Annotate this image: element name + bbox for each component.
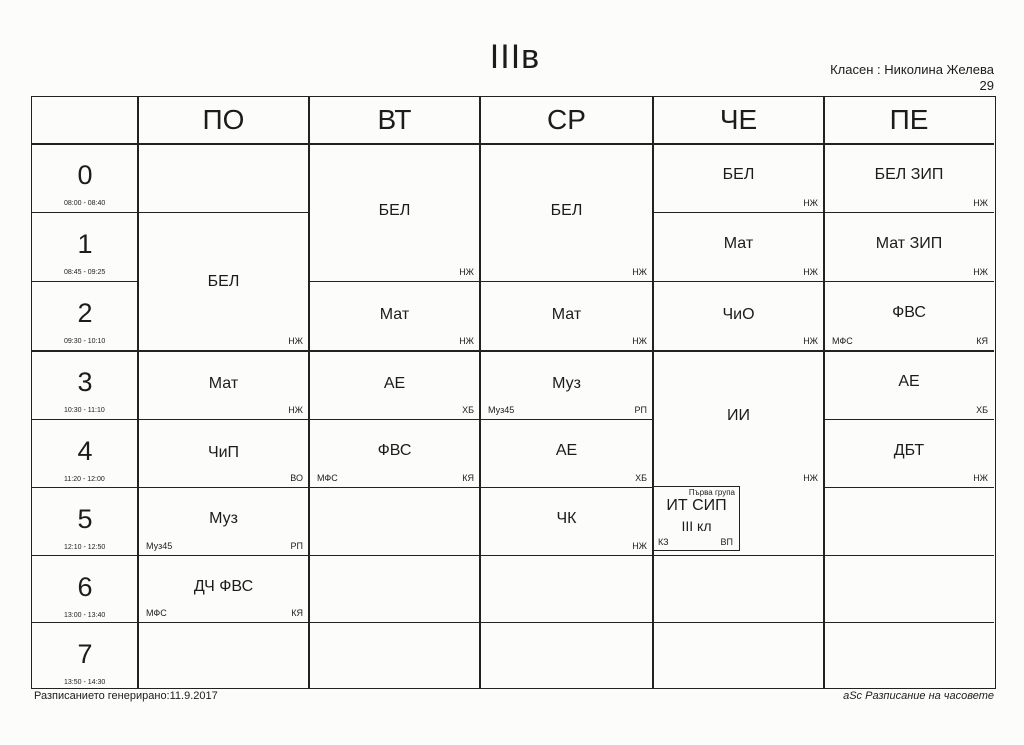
lesson-subject: ЧК: [556, 510, 577, 527]
period-number: 0: [77, 160, 93, 190]
lesson-cell: [480, 282, 653, 350]
lesson-subject: Мат: [208, 375, 239, 392]
day-header-fri: ПЕ: [889, 104, 929, 135]
period-time: 08:00 - 08:40: [64, 200, 106, 207]
period-cell: [32, 144, 138, 212]
grid-line: [824, 487, 994, 488]
grid-line: [309, 487, 480, 488]
lesson-subject: АЕ: [898, 373, 920, 390]
lesson-subject: ИИ: [727, 407, 750, 424]
lesson-subject: БЕЛ: [378, 202, 411, 219]
lesson-teacher: НЖ: [973, 267, 988, 277]
lesson-teacher: НЖ: [632, 541, 647, 551]
lesson-room: КЗ: [658, 537, 669, 547]
lesson-teacher: НЖ: [459, 336, 474, 346]
lesson-subject: Муз: [209, 510, 238, 527]
lesson-room: МФС: [146, 608, 167, 618]
period-cell: [32, 420, 138, 487]
period-time: 08:45 - 09:25: [64, 269, 106, 276]
period-number: 1: [77, 229, 93, 259]
lesson-teacher: ХБ: [635, 473, 647, 483]
period-number: 4: [77, 436, 93, 466]
lesson-cell: [138, 488, 309, 555]
lesson-subject: АЕ: [383, 375, 406, 392]
lesson-cell: [138, 351, 309, 419]
lesson-teacher: КЯ: [976, 336, 988, 346]
day-header-wed: СР: [547, 104, 586, 135]
lesson-teacher: НЖ: [632, 267, 647, 277]
lesson-teacher: НЖ: [803, 473, 818, 483]
lesson-cell: [309, 351, 480, 419]
lesson-cell: [653, 351, 824, 487]
lesson-group: Първа група: [688, 488, 735, 497]
lesson-class: III кл: [681, 518, 712, 534]
lesson-teacher: НЖ: [288, 405, 303, 415]
lesson-subject: БЕЛ: [722, 166, 755, 183]
lesson-cell: [138, 420, 309, 487]
class-title: IIIв: [489, 38, 541, 76]
day-header-mon: ПО: [202, 104, 245, 135]
lesson-subject: ДЧ ФВС: [193, 578, 254, 595]
lesson-room: Муз45: [488, 405, 515, 415]
lesson-teacher: КЯ: [462, 473, 474, 483]
lesson-cell: [653, 144, 824, 212]
period-time: 13:50 - 14:30: [64, 679, 106, 686]
lesson-teacher: НЖ: [803, 336, 818, 346]
lesson-teacher: НЖ: [803, 198, 818, 208]
period-number: 3: [77, 367, 93, 397]
lesson-subject: ФВС: [892, 304, 926, 321]
lesson-cell: [480, 144, 653, 281]
lesson-teacher: ХБ: [462, 405, 474, 415]
lesson-cell: [480, 488, 653, 555]
lesson-cell: [824, 144, 994, 212]
lesson-cell: [138, 213, 309, 350]
lesson-cell: [824, 213, 994, 281]
lesson-teacher: ВО: [290, 473, 303, 483]
lesson-subject: ФВС: [377, 442, 412, 459]
lesson-subject: БЕЛ ЗИП: [874, 166, 944, 183]
period-time: 12:10 - 12:50: [64, 544, 106, 551]
lesson-teacher: НЖ: [973, 198, 988, 208]
lesson-subject: ИТ СИП: [666, 497, 727, 514]
lesson-subject: Муз: [552, 375, 581, 392]
lesson-subject: ЧиО: [722, 306, 755, 323]
lesson-cell: [824, 351, 994, 419]
lesson-subject: АЕ: [555, 442, 578, 459]
period-time: 11:20 - 12:00: [64, 476, 105, 483]
day-header-tue: ВТ: [377, 104, 412, 135]
period-time: 09:30 - 10:10: [64, 338, 106, 345]
lesson-teacher: ХБ: [976, 405, 988, 415]
grid-line: [32, 622, 994, 623]
lesson-teacher: НЖ: [632, 336, 647, 346]
lesson-teacher: ВП: [720, 537, 733, 547]
software-credit: aSc Разписание на часовете: [843, 690, 994, 702]
lesson-room: Муз45: [146, 541, 173, 551]
period-number: 5: [77, 504, 93, 534]
period-time: 13:00 - 13:40: [64, 612, 106, 619]
lesson-teacher: НЖ: [459, 267, 474, 277]
lesson-subject: ДБТ: [893, 442, 925, 459]
lesson-teacher: РП: [290, 541, 303, 551]
lesson-cell: [824, 282, 994, 350]
timetable-grid: [31, 96, 996, 689]
lesson-subject: БЕЛ: [550, 202, 583, 219]
period-cell: [32, 351, 138, 419]
room-number: 29: [979, 78, 994, 93]
lesson-cell: [824, 420, 994, 487]
lesson-teacher: НЖ: [803, 267, 818, 277]
lesson-subject: Мат: [379, 306, 410, 323]
period-number: 7: [77, 639, 93, 669]
period-time: 10:30 - 11:10: [64, 407, 105, 414]
lesson-cell: [653, 282, 824, 350]
lesson-teacher: РП: [634, 405, 647, 415]
class-teacher: Класен : Николина Желева: [830, 62, 994, 77]
period-number: 2: [77, 298, 93, 328]
period-number: 6: [77, 572, 93, 602]
group-lesson-box: [653, 486, 740, 551]
period-cell: [32, 213, 138, 281]
lesson-teacher: КЯ: [291, 608, 303, 618]
lesson-cell: [309, 144, 480, 281]
lesson-cell: [309, 282, 480, 350]
generated-date: Разписанието генерирано:11.9.2017: [34, 690, 218, 702]
lesson-cell: [480, 420, 653, 487]
period-cell: [32, 488, 138, 555]
period-cell: [32, 556, 138, 622]
period-cell: [32, 282, 138, 350]
lesson-subject: Мат: [723, 235, 754, 252]
lesson-subject: Мат: [551, 306, 582, 323]
lesson-cell: [138, 556, 309, 622]
lesson-subject: Мат ЗИП: [875, 235, 943, 252]
lesson-cell: [653, 213, 824, 281]
day-header-thu: ЧЕ: [719, 104, 758, 135]
lesson-room: МФС: [317, 473, 338, 483]
lesson-cell: [309, 420, 480, 487]
lesson-subject: ЧиП: [207, 444, 240, 461]
period-cell: [32, 623, 138, 688]
lesson-teacher: НЖ: [288, 336, 303, 346]
lesson-room: МФС: [832, 336, 853, 346]
lesson-subject: БЕЛ: [207, 273, 240, 290]
lesson-teacher: НЖ: [973, 473, 988, 483]
lesson-cell: [480, 351, 653, 419]
